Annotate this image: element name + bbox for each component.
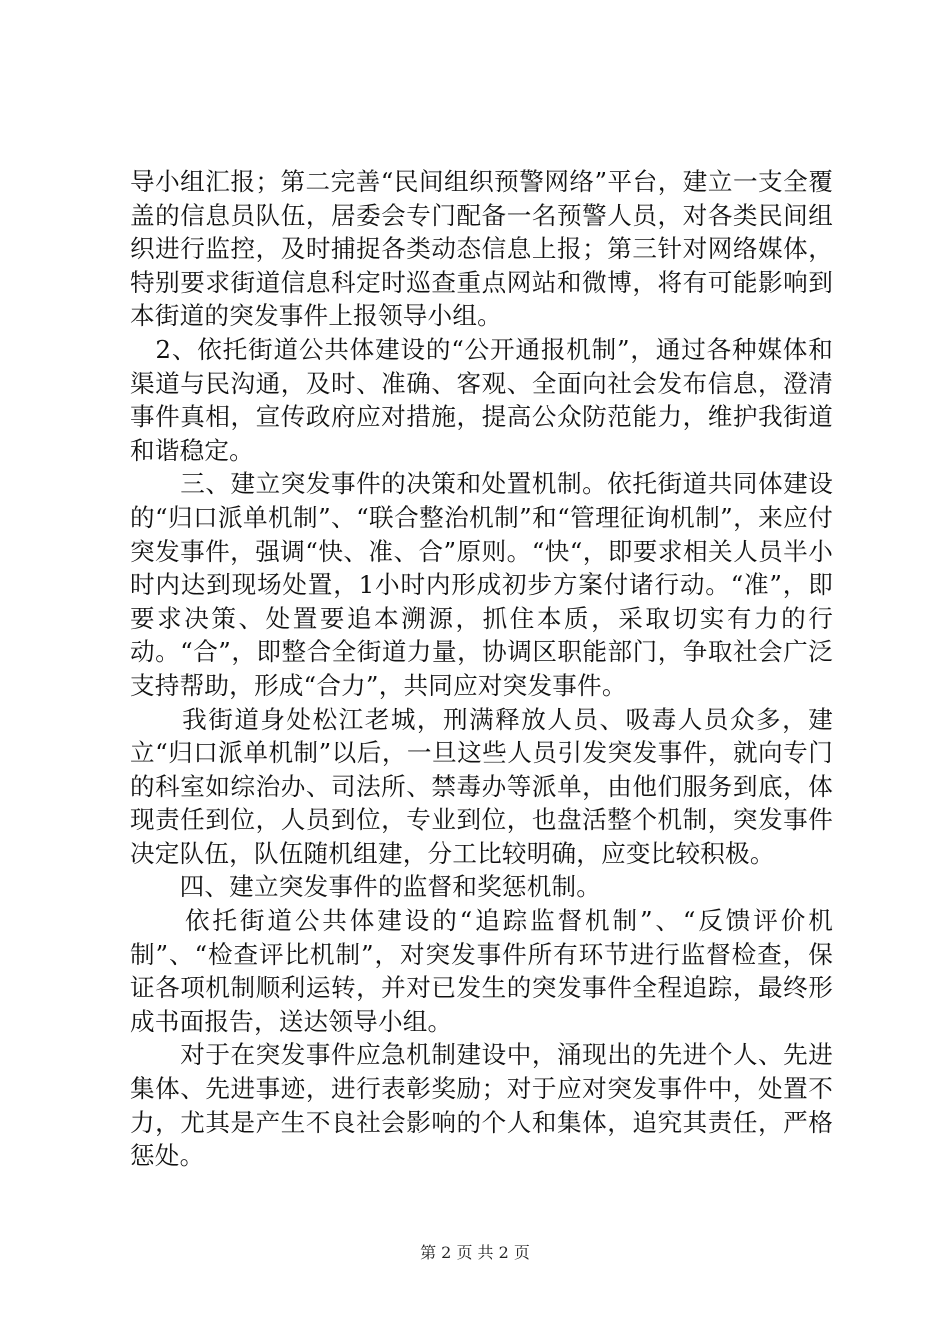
paragraph-3: 三、建立突发事件的决策和处置机制。依托街道共同体建设的“归口派单机制”、“联合整治机制”和“管理征询机制”，来应付突发事件，强调“快、准、合”原则。“快“，即要求相关人员半小时内达到现场处置，1小时内形成初步方案付诸行动。“准”，即要求决策、处置要追本溯源，抓住本质，采取切实有力的行动。“合”，即整合全街道力量，协调区职能部门，争取社会广泛支持帮助，形成“合力”，共同应对突发事件。 [130,469,833,700]
page-footer: 第 2 页 共 2 页 [420,1243,530,1262]
paragraph-5: 四、建立突发事件的监督和奖惩机制。 [130,872,602,902]
document-body [130,165,833,1173]
paragraph-2: 2、依托街道公共体建设的“公开通报机制”，通过各种媒体和渠道与民沟通，及时、准确、客观、全面向社会发布信息，澄清事件真相，宣传政府应对措施，提高公众防范能力，维护我街道和谐稳定。 [130,334,833,465]
paragraph-4: 我街道身处松江老城，刑满释放人员、吸毒人员众多，建立“归口派单机制”以后，一旦这些人员引发突发事件，就向专门的科室如综治办、司法所、禁毒办等派单，由他们服务到底，体现责任到位，人员到位，专业到位，也盘活整个机制，突发事件决定队伍，队伍随机组建，分工比较明确，应变比较积极。 [130,704,833,868]
paragraph-6: 依托街道公共体建设的“追踪监督机制”、“反馈评价机制”、“检查评比机制”，对突发事件所有环节进行监督检查，保证各项机制顺利运转，并对已发生的突发事件全程追踪，最终形成书面报告，送达领导小组。 [130,906,833,1036]
paragraph-7: 对于在突发事件应急机制建设中，涌现出的先进个人、先进集体、先进事迹，进行表彰奖励；对于应对突发事件中，处置不力，尤其是产生不良社会影响的个人和集体，追究其责任，严格惩处。 [130,1040,833,1171]
paragraph-1: 导小组汇报；第二完善“民间组织预警网络”平台，建立一支全覆盖的信息员队伍，居委会专门配备一名预警人员，对各类民间组织进行监控，及时捕捉各类动态信息上报；第三针对网络媒体，特别要求街道信息科定时巡查重点网站和微博，将有可能影响到本街道的突发事件上报领导小组。 [130,167,833,331]
